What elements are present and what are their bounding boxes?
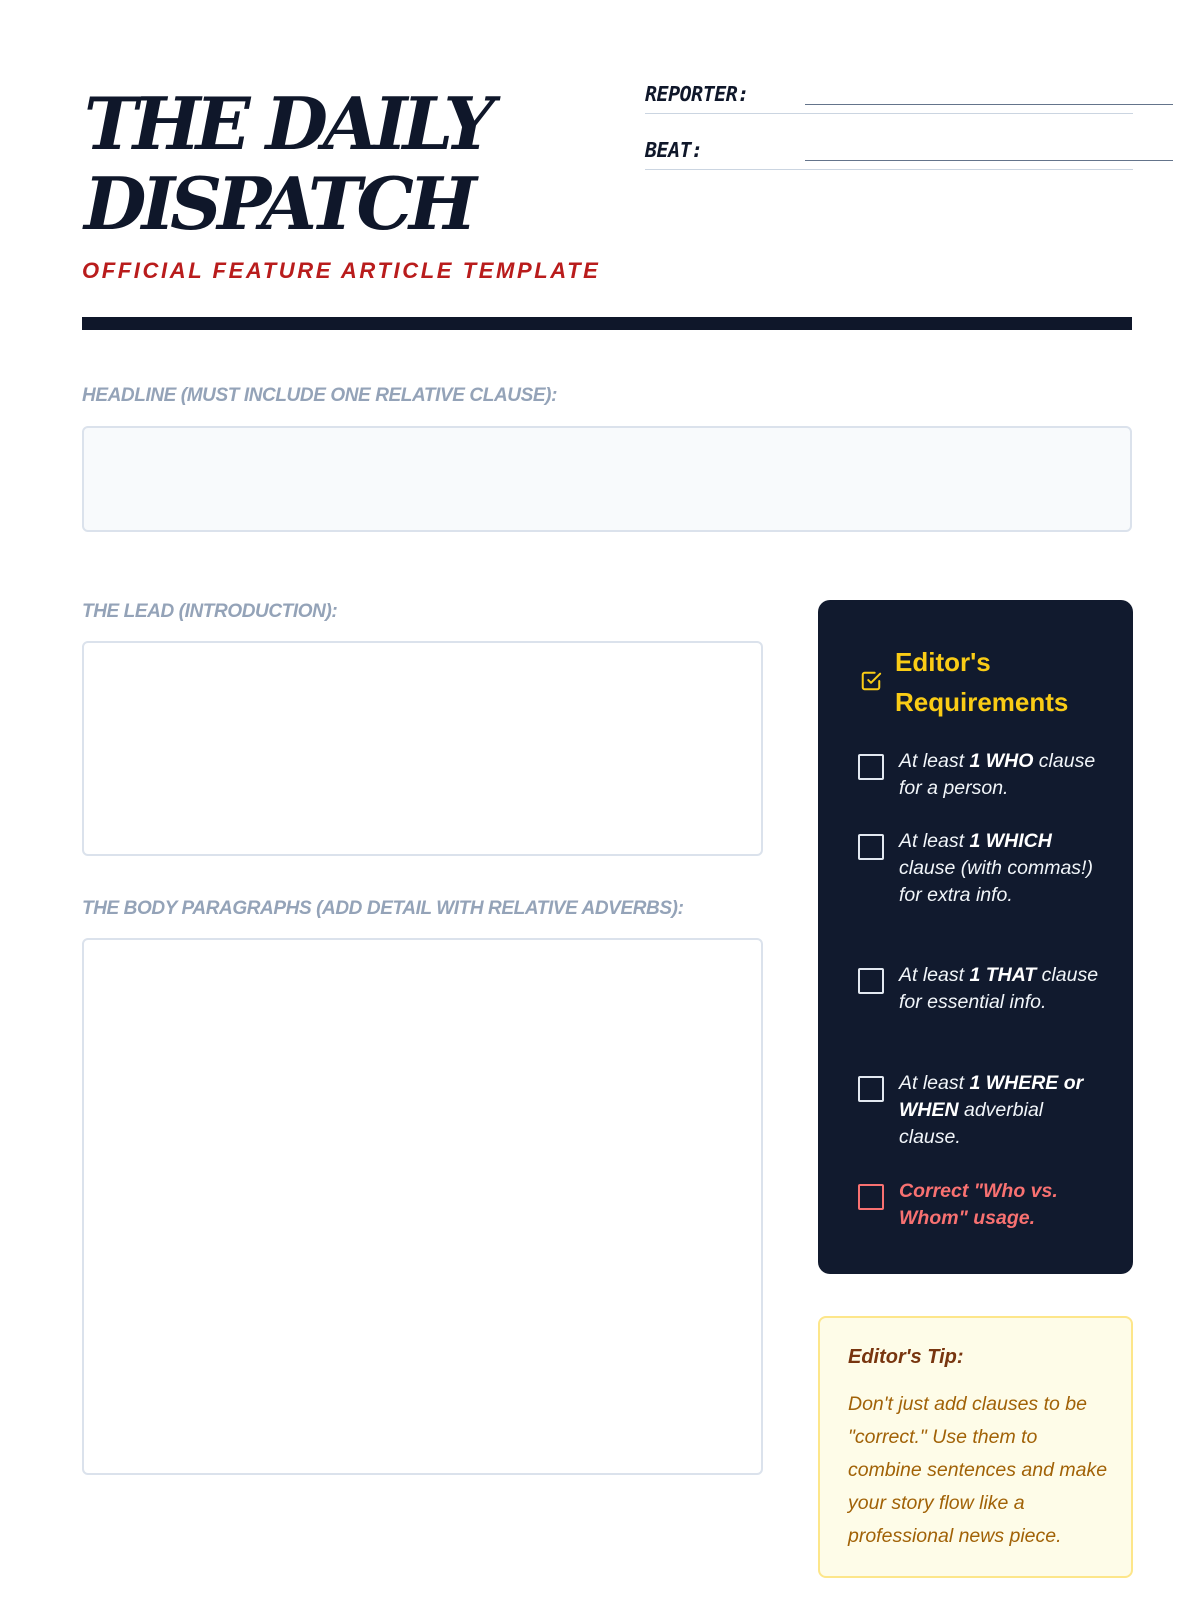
editor-tip bbox=[818, 1316, 1133, 1578]
beat-field[interactable] bbox=[805, 160, 1173, 161]
requirement-keyword: 1 WHERE or WHEN bbox=[899, 1072, 1084, 1121]
beat-label: BEAT: bbox=[645, 138, 703, 162]
newspaper-title bbox=[84, 81, 644, 246]
requirement-suffix: clause for essential info. bbox=[899, 964, 1099, 1013]
requirement-checkbox[interactable] bbox=[858, 968, 884, 994]
tip-title: Editor's Tip: bbox=[848, 1346, 964, 1368]
requirement-text bbox=[899, 748, 1099, 802]
requirement-text: Correct "Who vs. Whom" usage. bbox=[899, 1180, 1058, 1229]
requirement-keyword: 1 THAT bbox=[969, 964, 1037, 986]
title-line-1: THE DAILY bbox=[84, 81, 490, 166]
requirement-suffix: clause (with commas!) for extra info. bbox=[899, 857, 1093, 906]
lead-input-box[interactable] bbox=[82, 641, 763, 856]
requirement-prefix: At least bbox=[899, 964, 970, 986]
headline-input-box[interactable] bbox=[82, 426, 1132, 532]
title-line-2: DISPATCH bbox=[84, 161, 472, 246]
reporter-row bbox=[645, 80, 1133, 114]
reporter-field[interactable] bbox=[805, 104, 1173, 105]
requirement-text bbox=[899, 962, 1099, 1016]
requirement-text bbox=[899, 1070, 1099, 1151]
beat-row bbox=[645, 136, 1133, 170]
lead-label: THE LEAD (INTRODUCTION): bbox=[82, 601, 338, 622]
requirement-prefix: At least bbox=[899, 830, 970, 852]
requirement-keyword: 1 WHO bbox=[969, 750, 1034, 772]
checkbox-check-icon bbox=[860, 670, 882, 692]
tip-body: Don't just add clauses to be "correct." Use them to combine sentences and make your story flow like a professional news piece. bbox=[848, 1393, 1108, 1547]
headline-label: HEADLINE (MUST INCLUDE ONE RELATIVE CLAUSE): bbox=[82, 385, 557, 406]
requirement-checkbox[interactable] bbox=[858, 834, 884, 860]
body-label: THE BODY PARAGRAPHS (ADD DETAIL WITH RELATIVE ADVERBS): bbox=[82, 898, 684, 919]
reporter-label: REPORTER: bbox=[645, 82, 749, 106]
masthead-divider bbox=[82, 317, 1132, 330]
requirements-panel bbox=[818, 600, 1133, 1274]
requirement-prefix: At least bbox=[899, 750, 970, 772]
requirement-checkbox[interactable] bbox=[858, 1076, 884, 1102]
body-input-box[interactable] bbox=[82, 938, 763, 1475]
requirement-prefix: At least bbox=[899, 1072, 970, 1094]
requirement-checkbox[interactable] bbox=[858, 1184, 884, 1210]
template-subtitle: OFFICIAL FEATURE ARTICLE TEMPLATE bbox=[82, 258, 601, 283]
requirement-checkbox[interactable] bbox=[858, 754, 884, 780]
requirement-suffix: adverbial clause. bbox=[899, 1099, 1044, 1148]
requirements-title: Editor's Requirements bbox=[895, 647, 1069, 717]
requirement-suffix: clause for a person. bbox=[899, 750, 1096, 799]
requirement-text bbox=[899, 828, 1099, 909]
requirement-keyword: 1 WHICH bbox=[969, 830, 1052, 852]
